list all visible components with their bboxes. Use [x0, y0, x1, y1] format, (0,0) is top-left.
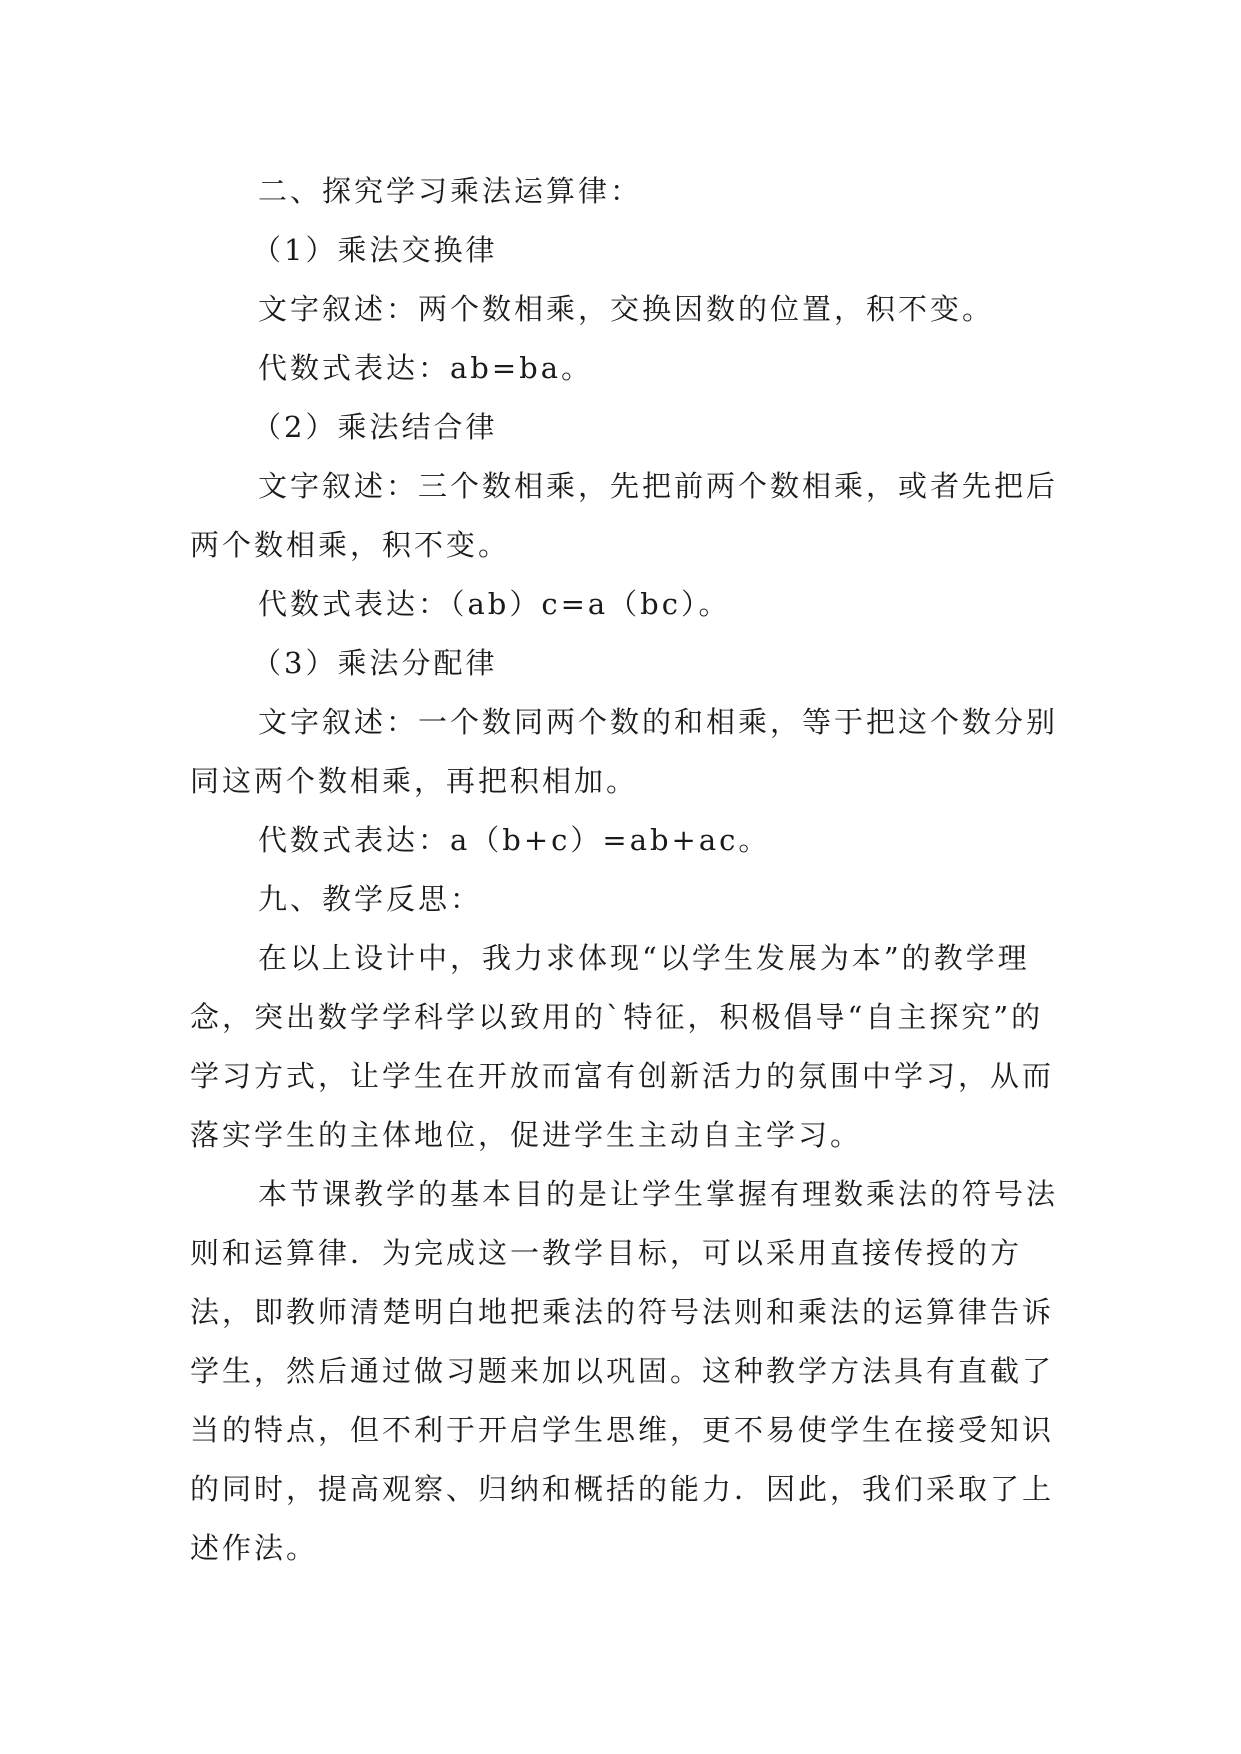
distributive-law-formula: 代数式表达：a（b+c）=ab+ac。 — [258, 823, 771, 857]
subheading-distributive-law: （3）乘法分配律 — [252, 646, 498, 680]
section-heading-teaching-reflection: 九、教学反思： — [258, 882, 483, 916]
commutative-law-text: 文字叙述：两个数相乘，交换因数的位置，积不变。 — [258, 292, 995, 326]
distributive-law-text: 文字叙述：一个数同两个数的和相乘，等于把这个数分别同这两个数相乘，再把积相加。 — [190, 705, 1059, 798]
section-heading-multiplication-laws: 二、探究学习乘法运算律： — [258, 174, 643, 208]
associative-law-text: 文字叙述：三个数相乘，先把前两个数相乘，或者先把后两个数相乘，积不变。 — [190, 469, 1059, 562]
subheading-associative-law: （2）乘法结合律 — [252, 410, 498, 444]
associative-law-formula: 代数式表达：（ab）c=a（bc）。 — [258, 587, 731, 621]
subheading-commutative-law: （1）乘法交换律 — [252, 233, 498, 267]
reflection-paragraph-2: 本节课教学的基本目的是让学生掌握有理数乘法的符号法则和运算律．为完成这一教学目标，可以采用直接传授的方法，即教师清楚明白地把乘法的符号法则和乘法的运算律告诉学生，然后通过做习题来加以巩固。这种教学方法具有直截了当的特点，但不利于开启学生思维，更不易使学生在接受知识的同时，提高观察、归纳和概括的能力．因此，我们采取了上述作法。 — [190, 1177, 1059, 1565]
reflection-paragraph-1: 在以上设计中，我力求体现“以学生发展为本”的教学理念，突出数学学科学以致用的`特征，积极倡导“自主探究”的学习方式，让学生在开放而富有创新活力的氛围中学习，从而落实学生的主体地位，促进学生主动自主学习。 — [190, 941, 1055, 1152]
commutative-law-formula: 代数式表达：ab=ba。 — [258, 351, 594, 385]
document-body — [190, 162, 1060, 1578]
